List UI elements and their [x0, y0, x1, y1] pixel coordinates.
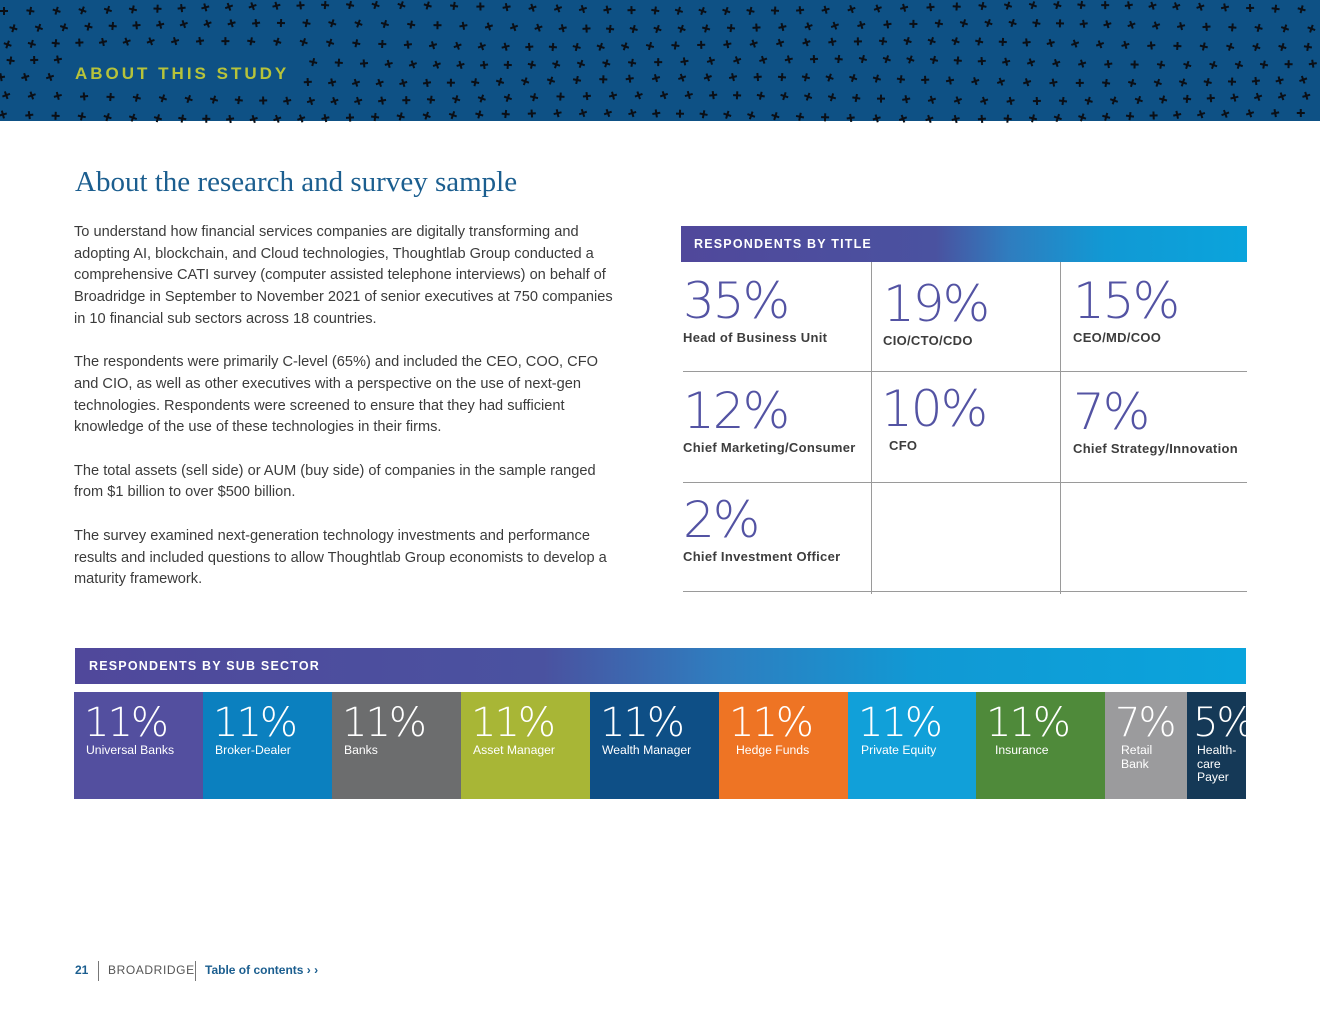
header-banner: [0, 0, 1320, 121]
title-percent: 10%: [881, 380, 987, 438]
title-percent: 19%: [883, 275, 989, 333]
grid-divider: [683, 591, 1247, 592]
title-percent: 15%: [1073, 272, 1179, 330]
title-cell: [879, 370, 1064, 478]
sector-percent: 5%: [1193, 700, 1253, 746]
sector-block: [976, 692, 1105, 799]
intro-paragraph: To understand how financial services companies are digitally transforming and adopting AI, blockchain, and Cloud technologies, Thoughtlab Group conducted a comprehensive CATI survey (computer assisted telephone interviews) on behalf of Broadridge in September to November 2021 of senior executives at 750 companies in 10 financial sub sectors across 18 countries.: [74, 224, 613, 327]
decorative-cross-pattern: [0, 0, 1320, 121]
respondents-by-title-header: RESPONDENTS BY TITLE: [681, 226, 1247, 262]
brand-name: BROADRIDGE: [108, 963, 195, 977]
sector-block: [203, 692, 332, 799]
title-label: Chief Strategy/Innovation: [1073, 441, 1238, 456]
sector-label: Universal Banks: [86, 743, 175, 757]
page-title: About the research and survey sample: [75, 166, 518, 198]
section-label: ABOUT THIS STUDY: [75, 64, 290, 83]
sector-percent: 11%: [858, 700, 941, 746]
sector-percent: 11%: [342, 700, 425, 746]
title-percent: 35%: [683, 272, 789, 330]
title-percent: 7%: [1073, 383, 1149, 441]
title-label: CEO/MD/COO: [1073, 330, 1162, 345]
sector-block: [848, 692, 976, 799]
sector-label: Hedge Funds: [736, 743, 810, 757]
title-cell: [1071, 262, 1256, 370]
title-label: Chief Marketing/Consumer: [683, 440, 856, 455]
sector-block: [719, 692, 848, 799]
sector-label: Insurance: [995, 743, 1049, 757]
respondents-by-title-grid: [681, 262, 1247, 592]
footer-divider: [98, 961, 99, 981]
sector-block: [74, 692, 203, 799]
sector-percent: 11%: [213, 700, 296, 746]
sector-label: Retail Bank: [1121, 743, 1153, 771]
sector-label: Broker-Dealer: [215, 743, 291, 757]
page-number: 21: [75, 963, 89, 977]
table-of-contents-link[interactable]: Table of contents › ›: [205, 963, 319, 977]
sector-percent: 11%: [84, 700, 167, 746]
sector-block: [332, 692, 461, 799]
title-cell: [681, 262, 866, 370]
sector-block: [1187, 692, 1253, 799]
sector-percent: 11%: [600, 700, 683, 746]
title-cell: [681, 372, 866, 480]
sector-percent: 11%: [729, 700, 812, 746]
title-cell: [681, 481, 866, 589]
grid-divider: [871, 262, 872, 594]
respondents-by-sector-bar: [74, 692, 1253, 799]
respondents-by-title-panel: [681, 226, 1247, 594]
sector-block: [461, 692, 590, 799]
sector-label: Health-care Payer: [1197, 743, 1237, 785]
intro-paragraph: The survey examined next-generation technology investments and performance results and included questions to allow Thoughtlab Group economists to develop a maturity framework.: [74, 527, 607, 588]
title-label: Chief Investment Officer: [683, 549, 841, 564]
intro-paragraph: The total assets (sell side) or AUM (buy side) of companies in the sample ranged from $1 billion to over $500 billion.: [74, 462, 596, 501]
title-label: CFO: [889, 438, 918, 453]
respondents-by-sector-header: RESPONDENTS BY SUB SECTOR: [75, 648, 1246, 684]
intro-text: [74, 222, 624, 613]
sector-block: [1105, 692, 1187, 799]
sector-label: Private Equity: [861, 743, 937, 757]
sector-block: [590, 692, 719, 799]
sector-percent: 7%: [1115, 700, 1175, 746]
title-percent: 12%: [683, 382, 789, 440]
footer-divider: [195, 961, 196, 981]
sector-label: Wealth Manager: [602, 743, 692, 757]
title-cell: [1071, 373, 1256, 481]
title-cell: [881, 265, 1066, 373]
title-label: CIO/CTO/CDO: [883, 333, 973, 348]
intro-paragraph: The respondents were primarily C-level (65%) and included the CEO, COO, CFO and CIO, as well as other executives with a perspective on the use of next-gen technologies. Respondents were screened to ensure that they had sufficient knowledge of the use of these technologies in their firms.: [74, 354, 598, 436]
sector-label: Asset Manager: [473, 743, 555, 757]
title-percent: 2%: [683, 491, 759, 549]
sector-label: Banks: [344, 743, 378, 757]
sector-percent: 11%: [986, 700, 1069, 746]
title-label: Head of Business Unit: [683, 330, 828, 345]
sector-percent: 11%: [471, 700, 554, 746]
